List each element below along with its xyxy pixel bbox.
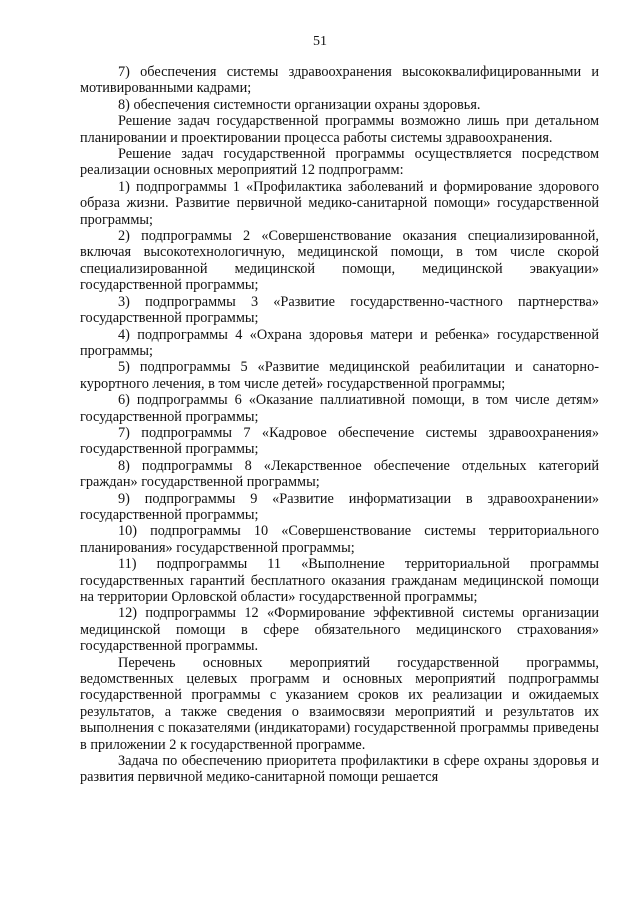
page-number: 51 [313,34,327,49]
list-item: 12) подпрограммы 12 «Формирование эффективной системы организации медицинской помощи в сфере обязательного медицинского страхования» государственной программы. [80,605,599,655]
list-item: 11) подпрограммы 11 «Выполнение территориальной программы государственных гарантий бесплатного оказания гражданам медицинской помощи на территории Орловской области» государственной программы; [80,556,599,605]
body-text [80,64,599,786]
list-item: 5) подпрограммы 5 «Развитие медицинской реабилитации и санаторно-курортного лечения, в том числе детей» государственной программы; [80,359,599,392]
list-item: 3) подпрограммы 3 «Развитие государственно-частного партнерства» государственной программы; [80,293,599,327]
list-item: 9) подпрограммы 9 «Развитие информатизации в здравоохранении» государственной программы; [80,490,599,523]
paragraph: Перечень основных мероприятий государственной программы, ведомственных целевых программ и основных мероприятий подпрограммы государственной программы с указанием сроков их реализации и ожидаемых результатов, а также сведения о взаимосвязи мероприятий и результатов их выполнения с показателями (индикаторами) государственной программы приведены в приложении 2 к государственной программе. [80,654,599,753]
list-item: 8) подпрограммы 8 «Лекарственное обеспечение отдельных категорий граждан» государственной программы; [80,457,599,491]
list-item: 7) подпрограммы 7 «Кадровое обеспечение системы здравоохранения» государственной программы; [80,424,599,458]
paragraph: Решение задач государственной программы возможно лишь при детальном планировании и проектировании процесса работы системы здравоохранения. [80,113,599,146]
paragraph: 7) обеспечения системы здравоохранения высококвалифицированными и мотивированными кадрами; [80,64,599,97]
list-item: 6) подпрограммы 6 «Оказание паллиативной помощи, в том числе детям» государственной программы; [80,392,599,425]
list-item: 10) подпрограммы 10 «Совершенствование системы территориального планирования» государственной программы; [80,523,599,556]
paragraph: 8) обеспечения системности организации охраны здоровья. [118,96,481,113]
paragraph: Решение задач государственной программы осуществляется посредством реализации основных мероприятий 12 подпрограмм: [80,146,599,179]
list-item: 4) подпрограммы 4 «Охрана здоровья матери и ребенка» государственной программы; [80,326,599,359]
list-item: 2) подпрограммы 2 «Совершенствование оказания специализированной, включая высокотехнологичную, медицинской помощи, в том числе скорой специализированной медицинской помощи, медицинской эвакуации» государственной программы; [80,228,599,294]
list-item: 1) подпрограммы 1 «Профилактика заболеваний и формирование здорового образа жизни. Развитие первичной медико-санитарной помощи» государственной программы; [80,178,599,228]
paragraph: Задача по обеспечению приоритета профилактики в сфере охраны здоровья и развития первичной медико-санитарной помощи решается [80,753,599,786]
